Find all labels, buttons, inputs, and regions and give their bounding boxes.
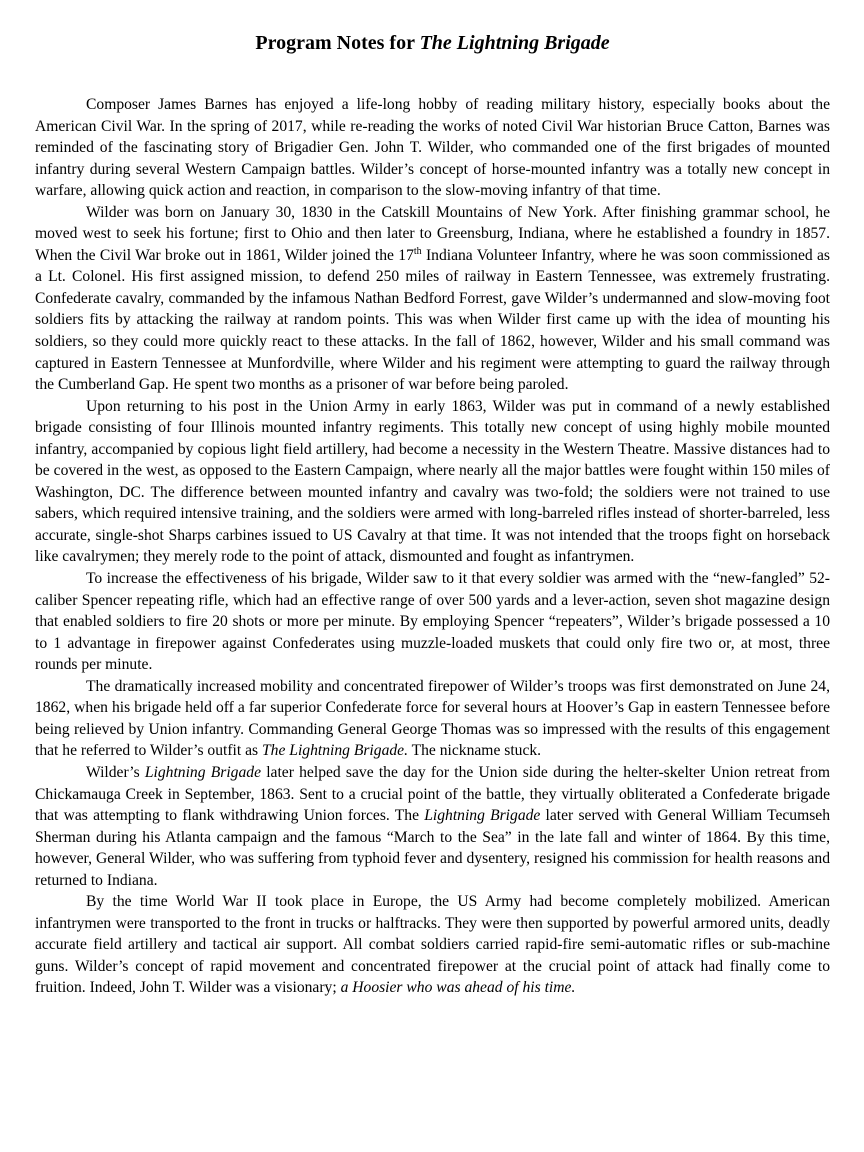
paragraph-2-text-a: Wilder was born on January 30, 1830 in the Catskill Mountains of New York. After finishing grammar school, he moved west to seek his fortune; first to Ohio and then later to Greensburg, Indiana, where he established a foundry in 1857. When the Civil War broke out in 1861, Wilder joined the 17 (35, 203, 830, 264)
paragraph-2-text-b: Indiana Volunteer Infantry, where he was soon commissioned as a Lt. Colonel. His first assigned mission, to defend 250 miles of railway in Eastern Tennessee, was extremely frustrating. Confederate cavalry, commanded by the infamous Nathan Bedford Forrest, gave Wilder’s undermanned and slow-moving foot soldiers fits by attacking the railway at random points. This was when Wilder first came up with the idea of mounting his soldiers, so they could more quickly react to these attacks. In the fall of 1862, however, Wilder and his small command was captured in Eastern Tennessee at Munfordville, where Wilder and his regiment were attempting to guard the railway through the Cumberland Gap. He spent two months as a prisoner of war before being paroled. (35, 246, 830, 394)
paragraph-1-text: Composer James Barnes has enjoyed a life-long hobby of reading military history, especially books about the American Civil War. In the spring of 2017, while re-reading the works of noted Civil War historian Bruce Catton, Barnes was reminded of the fascinating story of Brigadier Gen. John T. Wilder, who commanded one of the first brigades of mounted infantry during several Western Campaign battles. Wilder’s concept of horse-mounted infantry was a totally new concept in warfare, allowing quick action and reaction, in comparison to the slow-moving infantry of that time. (35, 96, 830, 200)
paragraph-2 (35, 202, 830, 396)
paragraph-7 (35, 891, 830, 999)
paragraph-5 (35, 676, 830, 762)
paragraph-4 (35, 568, 830, 676)
title-emphasis: The Lightning Brigade (419, 32, 610, 54)
document-title (35, 30, 830, 56)
paragraph-4-text: To increase the effectiveness of his brigade, Wilder saw to it that every soldier was armed with the “new-fangled” 52-caliber Spencer repeating rifle, which had an effective range of over 500 yards and a lever-action, seven shot magazine design that enabled soldiers to fire 20 shots or more per minute. By employing Spencer “repeaters”, Wilder’s brigade possessed a 10 to 1 advantage in firepower against Confederates using muzzle-loaded muskets that could only fire two or, at most, three rounds per minute. (35, 570, 830, 674)
paragraph-5-text-a: The dramatically increased mobility and concentrated firepower of Wilder’s troops was first demonstrated on June 24, 1862, when his brigade held off a far superior Confederate force for several hours at Hoover’s Gap in eastern Tennessee before being relieved by Union infantry. Commanding General George Thomas was so impressed with the results of this engagement that he referred to Wilder’s outfit as (35, 677, 830, 760)
paragraph-5-emphasis: The Lightning Brigade. (262, 742, 408, 760)
paragraph-5-text-b: The nickname stuck. (407, 742, 542, 760)
paragraph-6 (35, 762, 830, 891)
ordinal-superscript: th (413, 245, 422, 257)
title-prefix: Program Notes for (255, 32, 420, 54)
paragraph-7-text-a: By the time World War II took place in Europe, the US Army had become completely mobilized. American infantrymen were transported to the front in trucks or halftracks. They were then supported by powerful armored units, deadly accurate field artillery and tactical air support. All combat soldiers carried rapid-fire semi-automatic rifles or sub-machine guns. Wilder’s concept of rapid movement and concentrated firepower at the crucial point of attack had finally come to fruition. Indeed, John T. Wilder was a visionary; (35, 893, 830, 997)
paragraph-3 (35, 396, 830, 568)
paragraph-6-emphasis-b: Lightning Brigade (424, 807, 541, 825)
paragraph-6-text-a: Wilder’s (86, 763, 145, 781)
paragraph-6-text-b: later helped save the day for the Union side during the helter-skelter Union retreat from Chickamauga Creek in September, 1863. Sent to a crucial point of the battle, they virtually obliterated a Confederate brigade that was attempting to flank withdrawing Union forces. The (35, 763, 830, 825)
paragraph-1 (35, 94, 830, 202)
paragraph-7-emphasis: a Hoosier who was ahead of his time. (340, 979, 576, 997)
paragraph-3-text: Upon returning to his post in the Union Army in early 1863, Wilder was put in command of a newly established brigade consisting of four Illinois mounted infantry regiments. This totally new concept of using highly mobile mounted infantry, accompanied by copious light field artillery, had become a necessity in the Western Theatre. Massive distances had to be covered in the west, as opposed to the Eastern Campaign, where nearly all the major battles were fought within 150 miles of Washington, DC. The difference between mounted infantry and cavalry was two-fold; the soldiers were not trained to use sabers, which required intensive training, and the soldiers were armed with long-barreled rifles instead of shorter-barreled, less accurate, single-shot Sharps carbines issued to US Cavalry at that time. It was not intended that the troops fight on horseback like cavalrymen; they merely rode to the point of attack, dismounted and fought as infantrymen. (35, 397, 830, 566)
paragraph-6-emphasis-a: Lightning Brigade (144, 763, 261, 781)
paragraph-6-text-c: later served with General William Tecumseh Sherman during his Atlanta campaign and the famous “March to the Sea” in the late fall and winter of 1864. By this time, however, General Wilder, who was suffering from typhoid fever and dysentery, resigned his commission for health reasons and returned to Indiana. (35, 807, 830, 889)
